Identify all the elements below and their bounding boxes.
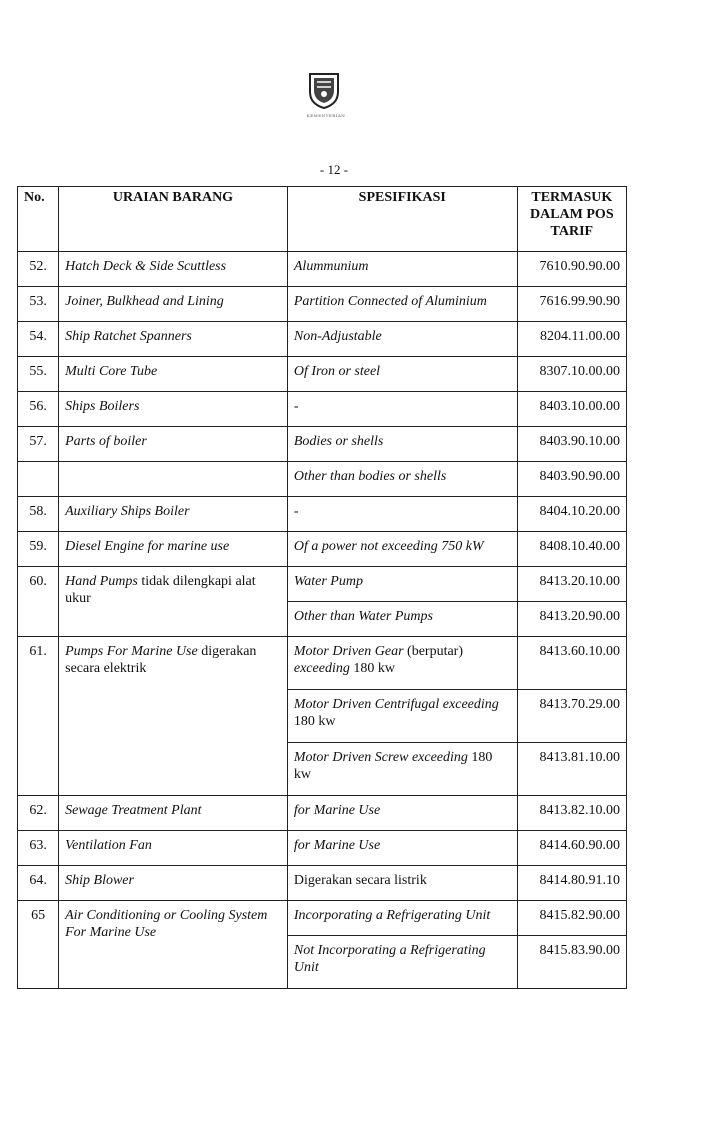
row-desc: Auxiliary Ships Boiler (59, 497, 288, 532)
row-tarif: 8413.60.10.00 (517, 637, 626, 690)
row-tarif: 7616.99.90.90 (517, 287, 626, 322)
row-tarif: 8415.82.90.00 (517, 901, 626, 936)
row-tarif: 8413.70.29.00 (517, 690, 626, 743)
row-spec: Partition Connected of Aluminium (287, 287, 517, 322)
garuda-emblem-icon (306, 70, 342, 110)
row-tarif: 8414.60.90.00 (517, 831, 626, 866)
row-desc: Hatch Deck & Side Scuttless (59, 252, 288, 287)
row-no (18, 462, 59, 497)
row-spec: Of a power not exceeding 750 kW (287, 532, 517, 567)
table-row (18, 831, 627, 866)
row-desc: Joiner, Bulkhead and Lining (59, 287, 288, 322)
row-no: 57. (18, 427, 59, 462)
row-tarif: 8413.20.90.00 (517, 602, 626, 637)
row-no: 59. (18, 532, 59, 567)
row-desc (59, 462, 288, 497)
row-spec: Water Pump (287, 567, 517, 602)
row-no: 55. (18, 357, 59, 392)
table-row (18, 392, 627, 427)
table-row (18, 567, 627, 602)
row-spec (287, 690, 517, 743)
row-desc: Air Conditioning or Cooling System For Marine Use (59, 901, 288, 989)
row-desc (59, 567, 288, 637)
row-spec-italic: Motor Driven Centrifugal exceeding (293, 697, 499, 712)
row-no: 60. (18, 567, 59, 637)
row-spec: for Marine Use (287, 831, 517, 866)
row-spec: Non-Adjustable (287, 322, 517, 357)
row-no: 56. (18, 392, 59, 427)
row-tarif: 8413.81.10.00 (517, 743, 626, 796)
row-spec: Other than bodies or shells (287, 462, 517, 497)
col-header-tarif: TERMASUK DALAM POS TARIF (517, 187, 626, 252)
table-row (18, 796, 627, 831)
table-row (18, 287, 627, 322)
tariff-table (17, 186, 627, 989)
row-spec: Bodies or shells (287, 427, 517, 462)
table-row (18, 532, 627, 567)
row-no: 64. (18, 866, 59, 901)
row-desc: Multi Core Tube (59, 357, 288, 392)
row-spec: - (287, 392, 517, 427)
table-row (18, 252, 627, 287)
row-desc-plain: digerakan secara elektrik (65, 644, 257, 676)
row-spec: Digerakan secara listrik (287, 866, 517, 901)
row-spec-plain: 180 kw (293, 750, 493, 782)
row-spec (287, 743, 517, 796)
row-desc: Ventilation Fan (59, 831, 288, 866)
table-row (18, 901, 627, 936)
row-desc: Ship Ratchet Spanners (59, 322, 288, 357)
row-tarif: 7610.90.90.00 (517, 252, 626, 287)
row-tarif: 8403.90.10.00 (517, 427, 626, 462)
row-spec-plain: 180 kw (293, 714, 336, 729)
row-no: 53. (18, 287, 59, 322)
row-spec-italic: Motor Driven Gear (293, 644, 404, 659)
row-no: 61. (18, 637, 59, 796)
row-tarif: 8204.11.00.00 (517, 322, 626, 357)
col-header-spec: SPESIFIKASI (287, 187, 517, 252)
row-desc: Ships Boilers (59, 392, 288, 427)
table-row (18, 637, 627, 690)
row-spec-italic2: exceeding (293, 661, 350, 676)
row-tarif: 8307.10.00.00 (517, 357, 626, 392)
row-no: 63. (18, 831, 59, 866)
row-spec: for Marine Use (287, 796, 517, 831)
row-spec: Of Iron or steel (287, 357, 517, 392)
table-row (18, 497, 627, 532)
row-no: 62. (18, 796, 59, 831)
row-spec: - (287, 497, 517, 532)
row-no: 52. (18, 252, 59, 287)
table-row (18, 462, 627, 497)
row-tarif: 8414.80.91.10 (517, 866, 626, 901)
row-desc: Ship Blower (59, 866, 288, 901)
table-row (18, 357, 627, 392)
row-tarif: 8408.10.40.00 (517, 532, 626, 567)
page-number: - 12 - (319, 162, 349, 177)
row-desc-italic: Pumps For Marine Use (65, 644, 198, 659)
row-tarif: 8413.20.10.00 (517, 567, 626, 602)
row-spec: Alummunium (287, 252, 517, 287)
row-tarif: 8404.10.20.00 (517, 497, 626, 532)
row-tarif: 8413.82.10.00 (517, 796, 626, 831)
row-no: 54. (18, 322, 59, 357)
table-header-row (18, 187, 627, 252)
row-desc: Diesel Engine for marine use (59, 532, 288, 567)
col-header-desc: URAIAN BARANG (59, 187, 288, 252)
row-desc: Sewage Treatment Plant (59, 796, 288, 831)
row-tarif: 8415.83.90.00 (517, 936, 626, 989)
row-tarif: 8403.90.90.00 (517, 462, 626, 497)
row-desc: Parts of boiler (59, 427, 288, 462)
row-desc-plain: tidak dilengkapi alat ukur (65, 574, 256, 606)
row-tarif: 8403.10.00.00 (517, 392, 626, 427)
table-row (18, 866, 627, 901)
table-row (18, 427, 627, 462)
row-no: 58. (18, 497, 59, 532)
row-desc (59, 637, 288, 796)
row-spec: Incorporating a Refrigerating Unit (287, 901, 517, 936)
col-header-no: No. (18, 187, 59, 252)
table-row (18, 322, 627, 357)
emblem-caption: KEMENTERIAN (306, 113, 346, 118)
row-spec-italic: Motor Driven Screw exceeding (293, 750, 468, 765)
row-spec: Other than Water Pumps (287, 602, 517, 637)
row-spec-plain2: 180 kw (349, 661, 395, 676)
row-spec-plain: (berputar) (403, 644, 463, 659)
row-no: 65 (18, 901, 59, 989)
row-spec (287, 637, 517, 690)
row-desc-italic: Hand Pumps (65, 574, 138, 589)
row-spec: Not Incorporating a Refrigerating Unit (287, 936, 517, 989)
